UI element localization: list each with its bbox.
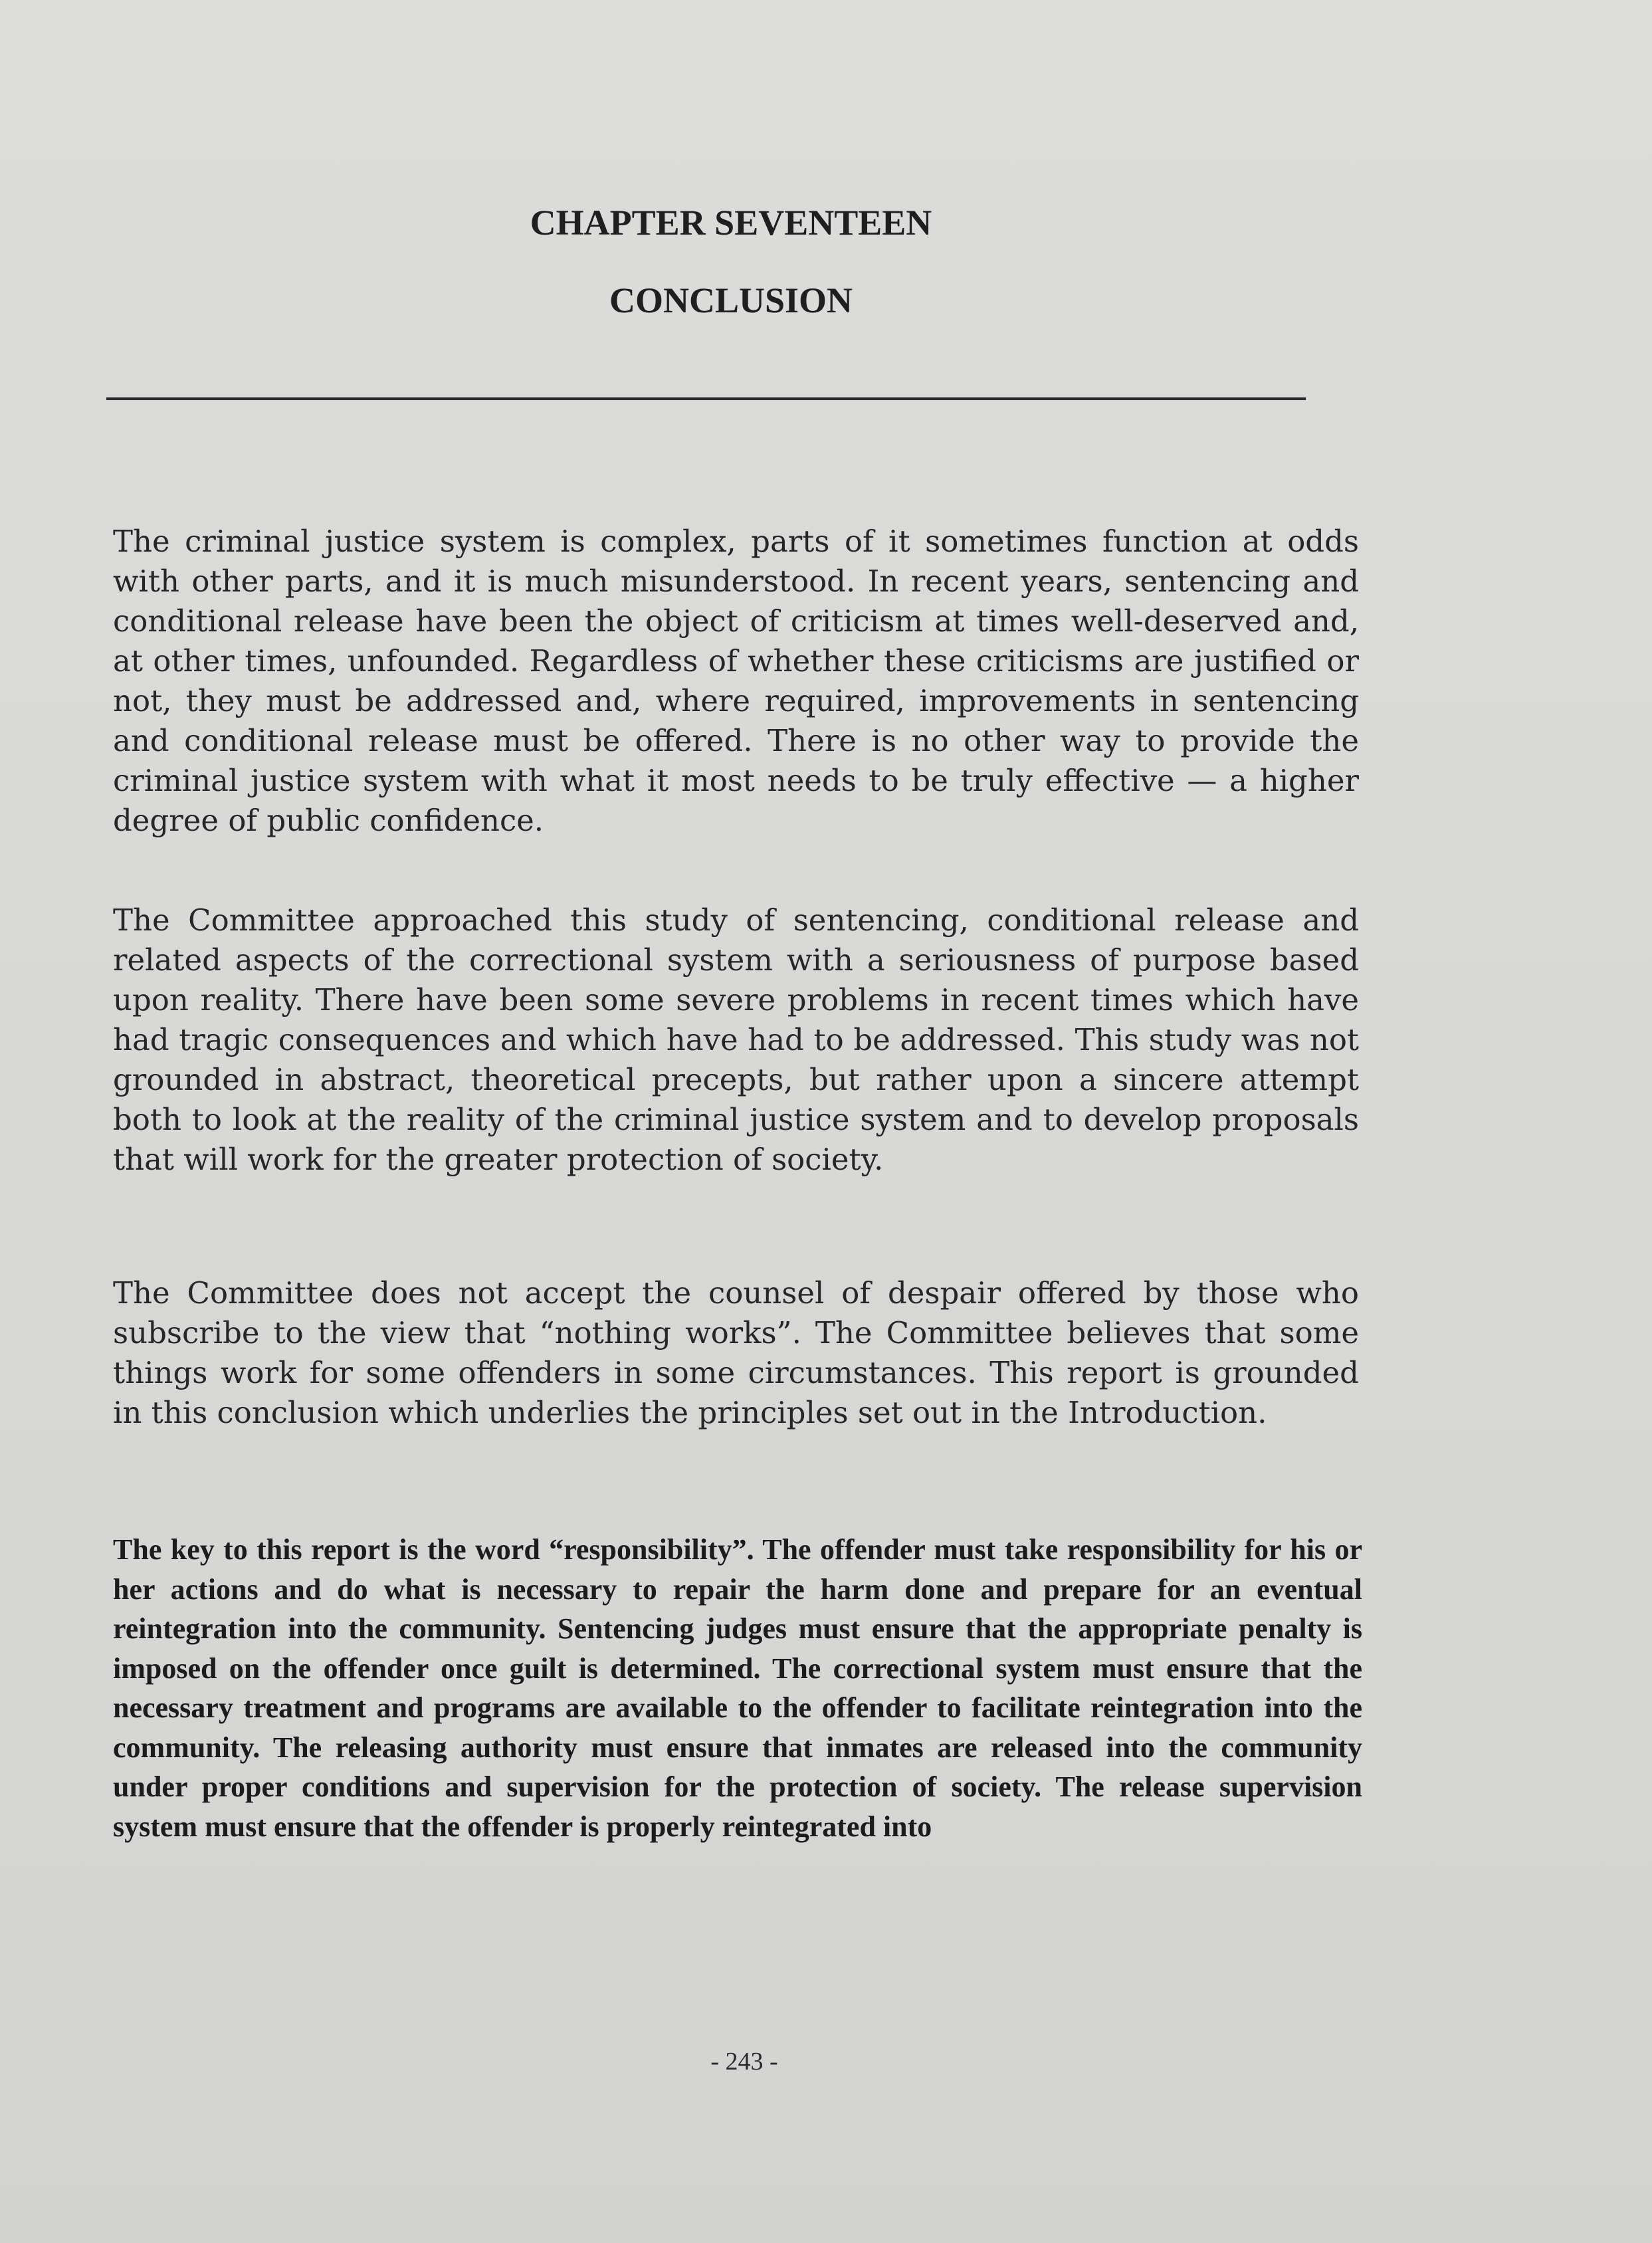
body-paragraph: The criminal justice system is complex, parts of it sometimes function at odds with other parts, and it is much misunderstood. In recent years, sentencing and conditional release have been the object of criticism at times well-deserved and, at other times, unfounded. Regardless of whether these criticisms are justified or not, they must be addressed and, where required, improvements in sentencing and conditional release must be offered. There is no other way to provide the criminal justice system with what it most needs to be truly effective — a higher degree of public confidence. (113, 524, 1359, 838)
chapter-heading: CHAPTER SEVENTEEN (530, 203, 932, 243)
page-number: - 243 - (710, 2048, 778, 2076)
bold-key-paragraph: The key to this report is the word “responsibility”. The offender must take responsibility for his or her actions and do what is necessary to repair the harm done and prepare for an eventual reintegration into the community. Sentencing judges must ensure that the appropriate penalty is imposed on the offender once guilt is determined. The correctional system must ensure that the necessary treatment and programs are available to the offender to facilitate reintegration into the community. The releasing authority must ensure that inmates are released into the community under proper conditions and supervision for the protection of society. The release supervision system must ensure that the offender is properly reintegrated into (113, 1533, 1362, 1843)
title-divider (106, 397, 1306, 400)
chapter-title: CONCLUSION (609, 280, 853, 320)
body-paragraph: The Committee does not accept the counsel of despair offered by those who subscribe to the view that “nothing works”. The Committee believes that some things work for some offenders in some circumstances. This report is grounded in this conclusion which underlies the principles set out in the Introduction. (113, 1275, 1359, 1430)
body-paragraph: The Committee approached this study of sentencing, conditional release and related aspects of the correctional system with a seriousness of purpose based upon reality. There have been some severe problems in recent times which have had tragic consequences and which have had to be addressed. This study was not grounded in abstract, theoretical precepts, but rather upon a sincere attempt both to look at the reality of the criminal justice system and to develop proposals that will work for the greater protection of society. (113, 903, 1359, 1177)
